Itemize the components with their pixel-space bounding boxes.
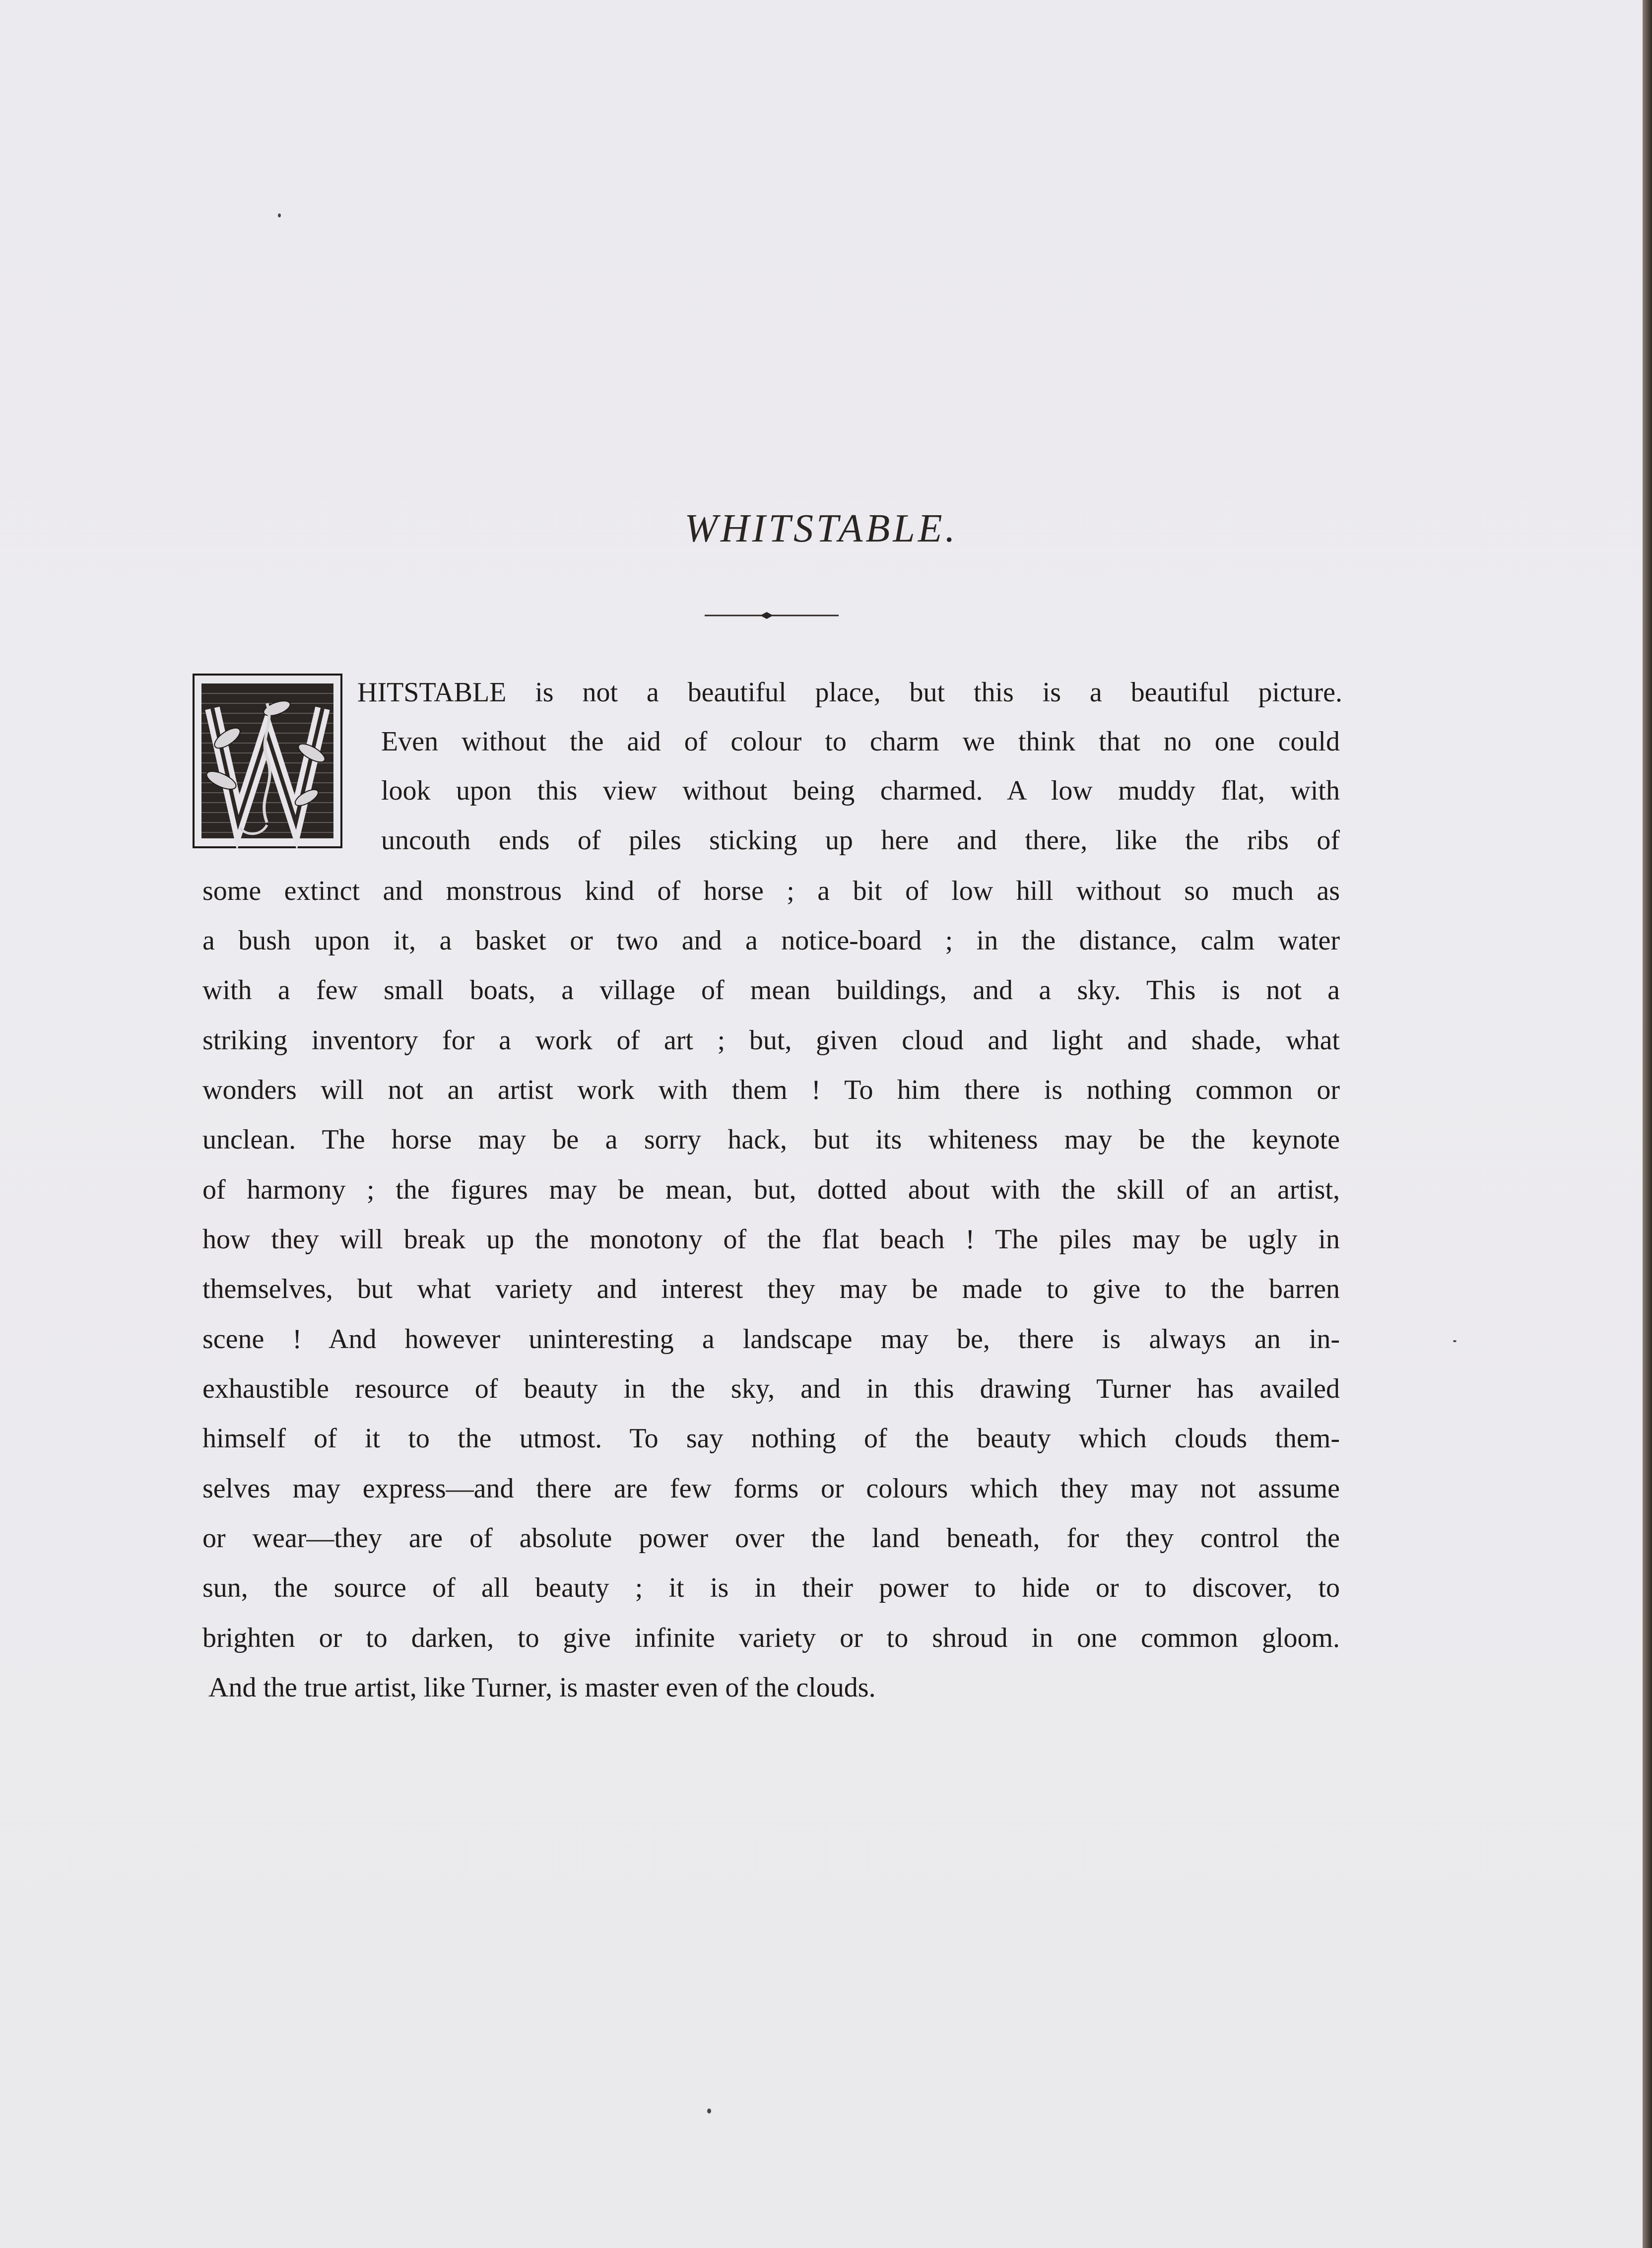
text-line: some extinct and monstrous kind of horse ; a bit of low hill without so much as <box>202 876 1340 906</box>
paper-speck <box>707 2109 711 2113</box>
text-line: brighten or to darken, to give infinite variety or to shroud in one common gloom. <box>202 1623 1340 1653</box>
paper-speck <box>1453 1340 1456 1342</box>
text-line: how they will break up the monotony of the flat beach ! The piles may be ugly in <box>202 1224 1340 1255</box>
text-line: And the true artist, like Turner, is master even of the clouds. <box>208 1672 876 1703</box>
text-line: striking inventory for a work of art ; but, given cloud and light and shade, what <box>202 1025 1340 1056</box>
text-line: or wear—they are of absolute power over the land beneath, for they control the <box>202 1523 1340 1554</box>
text-line: unclean. The horse may be a sorry hack, but its whiteness may be the keynote <box>202 1124 1340 1155</box>
text-line: wonders will not an artist work with them ! To him there is nothing common or <box>202 1075 1340 1105</box>
text-line: a bush upon it, a basket or two and a notice-board ; in the distance, calm water <box>202 925 1340 956</box>
text-line: themselves, but what variety and interest they may be made to give to the barren <box>202 1274 1340 1304</box>
page-edge-shadow <box>1643 0 1652 2248</box>
text-line: look upon this view without being charmed. A low muddy flat, with <box>381 775 1340 806</box>
text-line: with a few small boats, a village of mean buildings, and a sky. This is not a <box>202 975 1340 1006</box>
text-line: scene ! And however uninteresting a landscape may be, there is always an in- <box>202 1324 1340 1355</box>
text-line: exhaustible resource of beauty in the sky, and in this drawing Turner has availed <box>202 1373 1340 1404</box>
text-line: Even without the aid of colour to charm we think that no one could <box>381 726 1340 757</box>
text-line: himself of it to the utmost. To say nothing of the beauty which clouds them- <box>202 1423 1340 1454</box>
text-line: selves may express—and there are few forms or colours which they may not assume <box>202 1473 1340 1504</box>
text-line: of harmony ; the figures may be mean, but, dotted about with the skill of an artist, <box>202 1174 1340 1205</box>
paper-speck <box>278 213 281 217</box>
text-line: uncouth ends of piles sticking up here and there, like the ribs of <box>381 825 1340 856</box>
page-title: WHITSTABLE. <box>684 507 958 550</box>
text-line: sun, the source of all beauty ; it is in their power to hide or to discover, to <box>202 1572 1340 1603</box>
text-line: HITSTABLE is not a beautiful place, but this is a beautiful picture. <box>357 677 1342 708</box>
